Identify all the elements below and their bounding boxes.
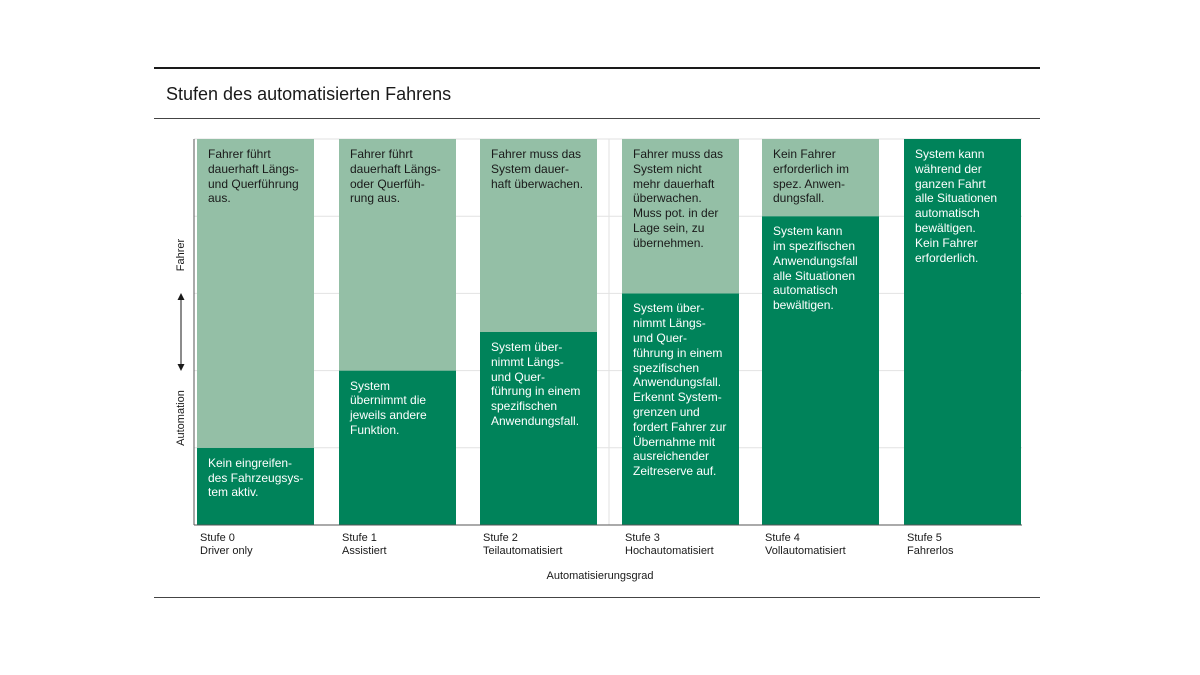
y-label-automation: Automation — [174, 390, 187, 446]
segment-label: Fahrer führt dauerhaft Längs- und Querführung aus. — [208, 147, 299, 206]
bottom-rule — [154, 597, 1040, 598]
category-label: Stufe 1 Assistiert — [342, 532, 387, 557]
segment-label: System über- nimmt Längs- und Quer- führung in einem spezifischen Anwendungsfall. Erkennt System- grenzen und fordert Fahrer zur Übernahme mit ausreichender Zeitreserve auf. — [633, 301, 727, 479]
axis-arrow-up-head — [178, 293, 185, 300]
category-label: Stufe 2 Teilautomatisiert — [483, 532, 563, 557]
category-label: Stufe 5 Fahrerlos — [907, 532, 954, 557]
segment-label: Fahrer führt dauerhaft Längs- oder Querfüh- rung aus. — [350, 147, 441, 206]
segment-label: System übernimmt die jeweils andere Funktion. — [350, 378, 427, 437]
segment-label: System kann während der ganzen Fahrt alle Situationen automatisch bewältigen. Kein Fahrer erforderlich. — [915, 147, 998, 265]
y-label-fahrer: Fahrer — [175, 238, 188, 272]
x-axis-label: Automatisierungsgrad — [546, 570, 654, 582]
category-label: Stufe 0 Driver only — [200, 532, 253, 557]
segment-label: Kein Fahrer erforderlich im spez. Anwen- dungsfall. — [773, 147, 850, 206]
segment-label: Fahrer muss das System nicht mehr dauerhaft überwachen. Muss pot. in der Lage sein, zu übernehmen. — [633, 147, 724, 250]
segment-label: System kann im spezifischen Anwendungsfall alle Situationen automatisch bewältigen. — [773, 224, 858, 313]
segment-label: Kein eingreifen- des Fahrzeugsys- tem aktiv. — [208, 455, 304, 500]
segment-label: Fahrer muss das System dauer- haft überwachen. — [491, 147, 584, 191]
chart-title: Stufen des automatisierten Fahrens — [166, 84, 452, 104]
segment-label: System über- nimmt Längs- und Quer- führung in einem spezifischen Anwendungsfall. — [491, 340, 581, 428]
category-label: Stufe 3 Hochautomatisiert — [625, 532, 714, 557]
axis-arrow-down-head — [178, 364, 185, 371]
category-label: Stufe 4 Vollautomatisiert — [765, 532, 846, 557]
